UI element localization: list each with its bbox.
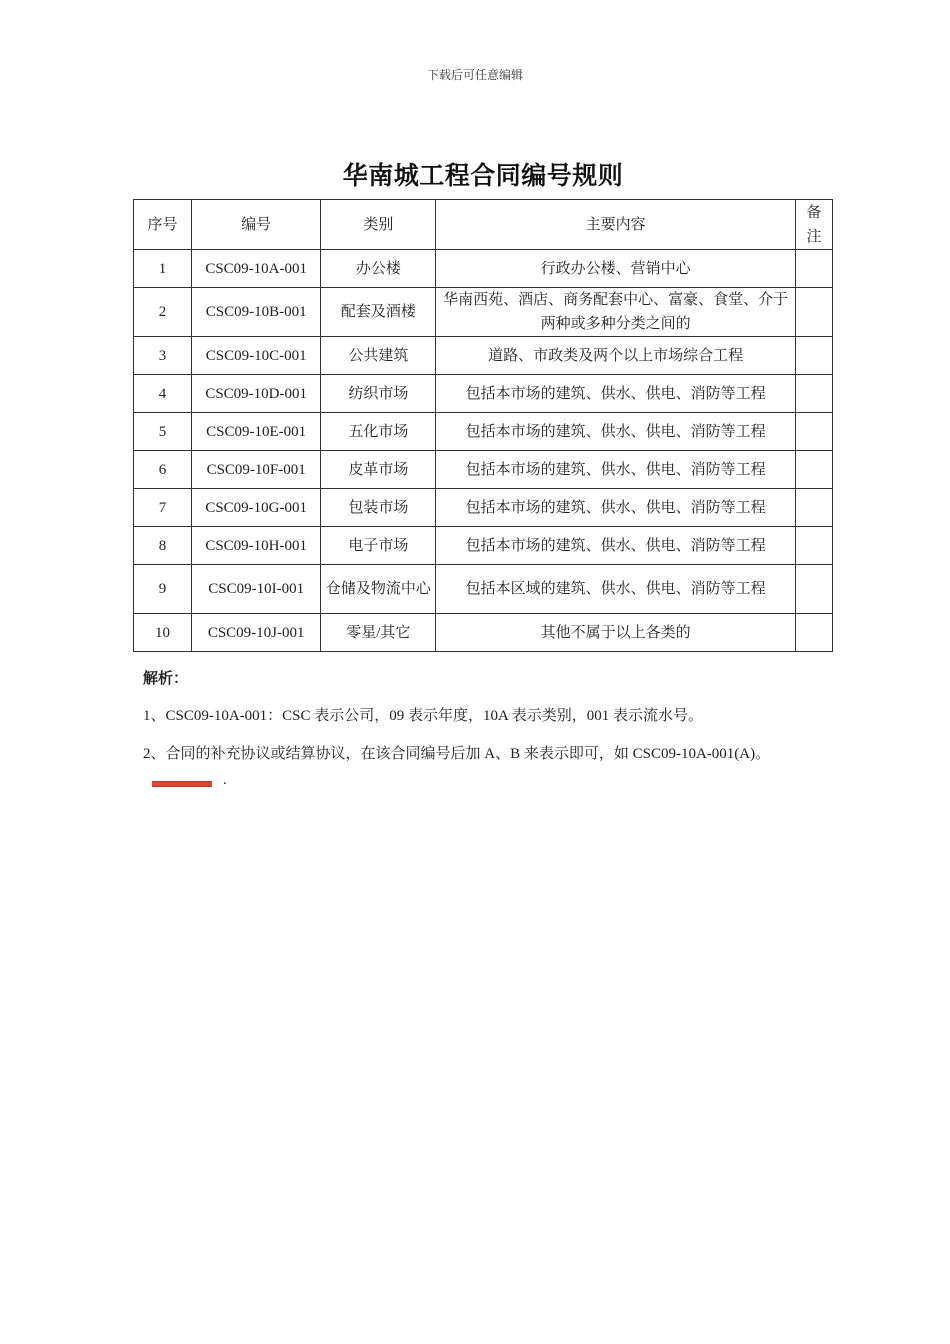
cell-code: CSC09-10J-001 xyxy=(192,614,321,652)
cell-category: 五化市场 xyxy=(321,413,436,451)
cell-note xyxy=(795,288,832,337)
header-code: 编号 xyxy=(192,200,321,250)
table-row xyxy=(134,451,833,489)
table-header-row xyxy=(134,200,833,250)
cell-content: 包括本区域的建筑、供水、供电、消防等工程 xyxy=(436,565,796,614)
cell-note xyxy=(795,375,832,413)
contract-number-table xyxy=(133,199,833,652)
cell-note xyxy=(795,614,832,652)
cell-content: 行政办公楼、营销中心 xyxy=(436,250,796,288)
cell-category: 办公楼 xyxy=(321,250,436,288)
cell-no: 5 xyxy=(134,413,192,451)
cell-content: 道路、市政类及两个以上市场综合工程 xyxy=(436,337,796,375)
cell-content: 包括本市场的建筑、供水、供电、消防等工程 xyxy=(436,451,796,489)
cell-category: 纺织市场 xyxy=(321,375,436,413)
footer-mark: . xyxy=(223,772,227,788)
cell-code: CSC09-10D-001 xyxy=(192,375,321,413)
cell-content: 包括本市场的建筑、供水、供电、消防等工程 xyxy=(436,375,796,413)
cell-code: CSC09-10I-001 xyxy=(192,565,321,614)
cell-code: CSC09-10B-001 xyxy=(192,288,321,337)
table-row xyxy=(134,413,833,451)
header-category: 类别 xyxy=(321,200,436,250)
cell-content: 包括本市场的建筑、供水、供电、消防等工程 xyxy=(436,413,796,451)
cell-note xyxy=(795,337,832,375)
cell-note xyxy=(795,250,832,288)
cell-note xyxy=(795,451,832,489)
header-note: 备注 xyxy=(795,200,832,250)
cell-category: 包装市场 xyxy=(321,489,436,527)
cell-content: 华南西苑、酒店、商务配套中心、富豪、食堂、介于两种或多种分类之间的 xyxy=(436,288,796,337)
cell-no: 10 xyxy=(134,614,192,652)
cell-category: 仓储及物流中心 xyxy=(321,565,436,614)
cell-no: 6 xyxy=(134,451,192,489)
cell-no: 1 xyxy=(134,250,192,288)
cell-note xyxy=(795,527,832,565)
cell-category: 电子市场 xyxy=(321,527,436,565)
cell-content: 包括本市场的建筑、供水、供电、消防等工程 xyxy=(436,527,796,565)
cell-no: 8 xyxy=(134,527,192,565)
table-row xyxy=(134,527,833,565)
cell-no: 4 xyxy=(134,375,192,413)
cell-category: 零星/其它 xyxy=(321,614,436,652)
cell-category: 皮革市场 xyxy=(321,451,436,489)
header-no: 序号 xyxy=(134,200,192,250)
table-row xyxy=(134,489,833,527)
cell-content: 其他不属于以上各类的 xyxy=(436,614,796,652)
analysis-item-1: 1、CSC09-10A-001：CSC 表示公司，09 表示年度，10A 表示类别，001 表示流水号。 xyxy=(143,708,704,724)
header-content: 主要内容 xyxy=(436,200,796,250)
cell-no: 2 xyxy=(134,288,192,337)
header-note: 下载后可任意编辑 xyxy=(426,68,523,82)
cell-note xyxy=(795,489,832,527)
cell-code: CSC09-10F-001 xyxy=(192,451,321,489)
cell-code: CSC09-10H-001 xyxy=(192,527,321,565)
document-title: 华南城工程合同编号规则 xyxy=(342,163,624,190)
cell-no: 9 xyxy=(134,565,192,614)
cell-no: 3 xyxy=(134,337,192,375)
cell-category: 公共建筑 xyxy=(321,337,436,375)
cell-content: 包括本市场的建筑、供水、供电、消防等工程 xyxy=(436,489,796,527)
cell-code: CSC09-10E-001 xyxy=(192,413,321,451)
red-bar-decoration xyxy=(152,781,212,787)
table-row xyxy=(134,250,833,288)
table-row xyxy=(134,375,833,413)
table-row xyxy=(134,565,833,614)
analysis-heading: 解析： xyxy=(143,671,189,687)
cell-code: CSC09-10A-001 xyxy=(192,250,321,288)
analysis-item-2: 2、合同的补充协议或结算协议，在该合同编号后加 A、B 来表示即可，如 CSC09-10A-001(A)。 xyxy=(143,746,771,762)
cell-note xyxy=(795,565,832,614)
cell-code: CSC09-10C-001 xyxy=(192,337,321,375)
cell-code: CSC09-10G-001 xyxy=(192,489,321,527)
table-row xyxy=(134,614,833,652)
cell-no: 7 xyxy=(134,489,192,527)
table-row xyxy=(134,288,833,337)
cell-category: 配套及酒楼 xyxy=(321,288,436,337)
cell-note xyxy=(795,413,832,451)
table-row xyxy=(134,337,833,375)
